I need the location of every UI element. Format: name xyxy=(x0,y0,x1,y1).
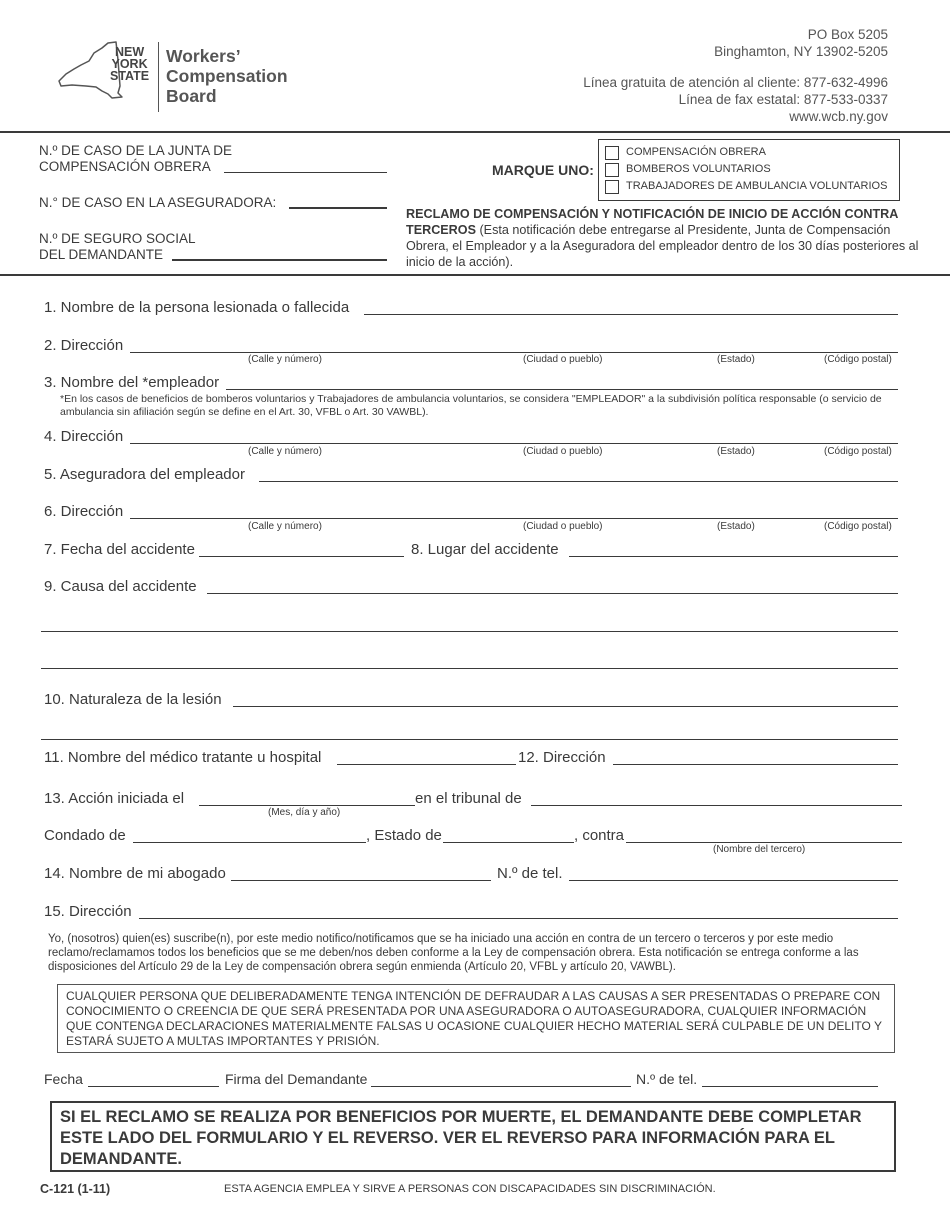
injury-nature-input-2[interactable] xyxy=(41,739,898,740)
accident-date-label: 7. Fecha del accidente xyxy=(44,541,195,558)
accident-cause-label: 9. Causa del accidente xyxy=(44,578,197,595)
option-volunteer-ambulance: TRABAJADORES DE AMBULANCIA VOLUNTARIOS xyxy=(626,180,888,192)
claimant-phone-input[interactable] xyxy=(702,1086,878,1087)
physician-input[interactable] xyxy=(337,764,516,765)
employer-address-label: 4. Dirección xyxy=(44,428,124,445)
state-input[interactable] xyxy=(443,842,574,843)
agency-name: Workers’ Compensation Board xyxy=(166,46,288,106)
county-label: Condado de xyxy=(44,827,126,844)
physician-label: 11. Nombre del médico tratante u hospital xyxy=(44,749,322,766)
court-label: en el tribunal de xyxy=(415,790,522,807)
attorney-address-input[interactable] xyxy=(139,918,898,919)
claimant-signature-input[interactable] xyxy=(371,1086,631,1087)
employer-note: *En los casos de beneficios de bomberos voluntarios y Trabajadores de ambulancia voluntarios, se considera "EMPLEADOR" a la subdivisión política responsable (o servicio de ambulancia sin afiliación según se define en el Art. 30, VFBL o Art. 30 VAWBL). xyxy=(60,393,882,418)
action-date-input[interactable] xyxy=(199,805,415,806)
logo-divider xyxy=(158,42,159,112)
form-id: C-121 (1-11) xyxy=(40,1182,111,1196)
physician-address-label: 12. Dirección xyxy=(518,749,606,766)
court-input[interactable] xyxy=(531,805,902,806)
action-date-hint: (Mes, día y año) xyxy=(268,807,341,818)
third-party-hint: (Nombre del tercero) xyxy=(713,844,806,855)
nondiscrimination-notice: ESTA AGENCIA EMPLEA Y SIRVE A PERSONAS CON DISCAPACIDADES SIN DISCRIMINACIÓN. xyxy=(224,1183,716,1195)
option-workers-comp: COMPENSACIÓN OBRERA xyxy=(626,146,766,158)
hint-street: (Calle y número) xyxy=(248,446,322,457)
wcb-case-label: N.º DE CASO DE LA JUNTA DE COMPENSACIÓN OBRERA xyxy=(39,143,232,174)
po-box: PO Box 5205 xyxy=(807,27,888,42)
hint-state: (Estado) xyxy=(717,354,755,365)
hint-city: (Ciudad o pueblo) xyxy=(523,354,603,365)
employer-address-input[interactable] xyxy=(130,443,898,444)
accident-place-label: 8. Lugar del accidente xyxy=(411,541,559,558)
third-party-input[interactable] xyxy=(626,842,902,843)
employer-carrier-input[interactable] xyxy=(259,481,898,482)
date-label: Fecha xyxy=(44,1071,83,1087)
accident-cause-input-3[interactable] xyxy=(41,668,898,669)
injured-name-label: 1. Nombre de la persona lesionada o fallecida xyxy=(44,299,350,316)
header-rule xyxy=(0,131,950,133)
option-volunteer-firefighters: BOMBEROS VOLUNTARIOS xyxy=(626,163,771,175)
attorney-phone-label: N.º de tel. xyxy=(497,865,563,882)
county-input[interactable] xyxy=(133,842,366,843)
against-label: , contra xyxy=(574,827,625,844)
physician-address-input[interactable] xyxy=(613,764,898,765)
date-input[interactable] xyxy=(88,1086,219,1087)
claimant-phone-label: N.º de tel. xyxy=(636,1071,698,1087)
checkbox-volunteer-firefighters[interactable] xyxy=(605,163,619,177)
attorney-phone-input[interactable] xyxy=(569,880,898,881)
hint-state: (Estado) xyxy=(717,521,755,532)
hint-city: (Ciudad o pueblo) xyxy=(523,446,603,457)
accident-place-input[interactable] xyxy=(569,556,898,557)
attorney-address-label: 15. Dirección xyxy=(44,903,132,920)
carrier-case-label: N.° DE CASO EN LA ASEGURADORA: xyxy=(39,195,277,210)
city-address: Binghamton, NY 13902-5205 xyxy=(714,44,888,59)
ssn-label: N.º DE SEGURO SOCIAL DEL DEMANDANTE xyxy=(39,231,196,262)
declaration-text: Yo, (nosotros) quien(es) suscribe(n), por este medio notifico/notificamos que se ha iniciado una acción en contra de un tercero o terceros y por este medio reclamo/reclamamos todos los beneficios que se me deben/nos deben conforme a la Ley de compensación obrera. Esta notificación se entrega conforme a las disposiciones del Artículo 29 de la Ley de compensación obrera según enmienda (Artículo 20, VFBL y artículo 20, VAWBL). xyxy=(48,933,859,973)
employer-name-input[interactable] xyxy=(226,389,898,390)
accident-cause-input-2[interactable] xyxy=(41,631,898,632)
form-title xyxy=(406,206,928,270)
hint-street: (Calle y número) xyxy=(248,354,322,365)
state-label: , Estado de xyxy=(366,827,442,844)
attorney-input[interactable] xyxy=(231,880,491,881)
checkbox-volunteer-ambulance[interactable] xyxy=(605,180,619,194)
hint-city: (Ciudad o pueblo) xyxy=(523,521,603,532)
injured-address-input[interactable] xyxy=(130,352,898,353)
hint-zip: (Código postal) xyxy=(824,354,892,365)
form-title-note: (Esta notificación debe entregarse al Presidente, Junta de Compensación Obrera, el Empleador y a la Aseguradora del empleador dentro de los 30 días posteriores al inicio de la acción). xyxy=(406,223,919,269)
logo-state-text: NEW YORK STATE xyxy=(110,45,150,83)
injured-address-label: 2. Dirección xyxy=(44,337,124,354)
claimant-signature-label: Firma del Demandante xyxy=(225,1071,368,1087)
mark-one-label: MARQUE UNO: xyxy=(492,162,594,178)
accident-date-input[interactable] xyxy=(199,556,404,557)
employer-name-label: 3. Nombre del *empleador xyxy=(44,374,220,391)
fax-phone: Línea de fax estatal: 877-533-0337 xyxy=(678,92,888,107)
employer-carrier-label: 5. Aseguradora del empleador xyxy=(44,466,245,483)
carrier-address-input[interactable] xyxy=(130,518,898,519)
website-link[interactable]: www.wcb.ny.gov xyxy=(789,109,888,124)
carrier-address-label: 6. Dirección xyxy=(44,503,124,520)
wcb-case-input[interactable] xyxy=(224,172,387,173)
attorney-label: 14. Nombre de mi abogado xyxy=(44,865,226,882)
injury-nature-input[interactable] xyxy=(233,706,898,707)
customer-phone: Línea gratuita de atención al cliente: 877-632-4996 xyxy=(583,75,888,90)
carrier-case-input[interactable] xyxy=(289,207,387,209)
hint-zip: (Código postal) xyxy=(824,521,892,532)
case-rule xyxy=(0,274,950,276)
action-started-label: 13. Acción iniciada el xyxy=(44,790,185,807)
accident-cause-input[interactable] xyxy=(207,593,898,594)
checkbox-workers-comp[interactable] xyxy=(605,146,619,160)
hint-street: (Calle y número) xyxy=(248,521,322,532)
death-benefits-notice: SI EL RECLAMO SE REALIZA POR BENEFICIOS POR MUERTE, EL DEMANDANTE DEBE COMPLETAR ESTE LADO DEL FORMULARIO Y EL REVERSO. VER EL REVERSO PARA INFORMACIÓN PARA EL DEMANDANTE. xyxy=(50,1101,896,1172)
ssn-input[interactable] xyxy=(172,259,387,261)
hint-state: (Estado) xyxy=(717,446,755,457)
fraud-warning: CUALQUIER PERSONA QUE DELIBERADAMENTE TENGA INTENCIÓN DE DEFRAUDAR A LAS CAUSAS A SER PRESENTADAS O PREPARE CON CONOCIMIENTO O CREENCIA DE QUE SERÁ PRESENTADA POR UNA ASEGURADORA O AUTOASEGURADORA, CUALQUIER INFORMACIÓN QUE CONTENGA DECLARACIONES MATERIALMENTE FALSAS U OCASIONE CUALQUIER HECHO MATERIAL SERÁ CULPABLE DE UN DELITO Y ESTARÁ SUJETO A MULTAS IMPORTANTES Y PRISIÓN. xyxy=(57,984,895,1053)
hint-zip: (Código postal) xyxy=(824,446,892,457)
form-title-bold: RECLAMO DE COMPENSACIÓN Y NOTIFICACIÓN DE INICIO DE ACCIÓN CONTRA TERCEROS xyxy=(406,207,898,237)
injured-name-input[interactable] xyxy=(364,314,898,315)
injury-nature-label: 10. Naturaleza de la lesión xyxy=(44,691,222,708)
